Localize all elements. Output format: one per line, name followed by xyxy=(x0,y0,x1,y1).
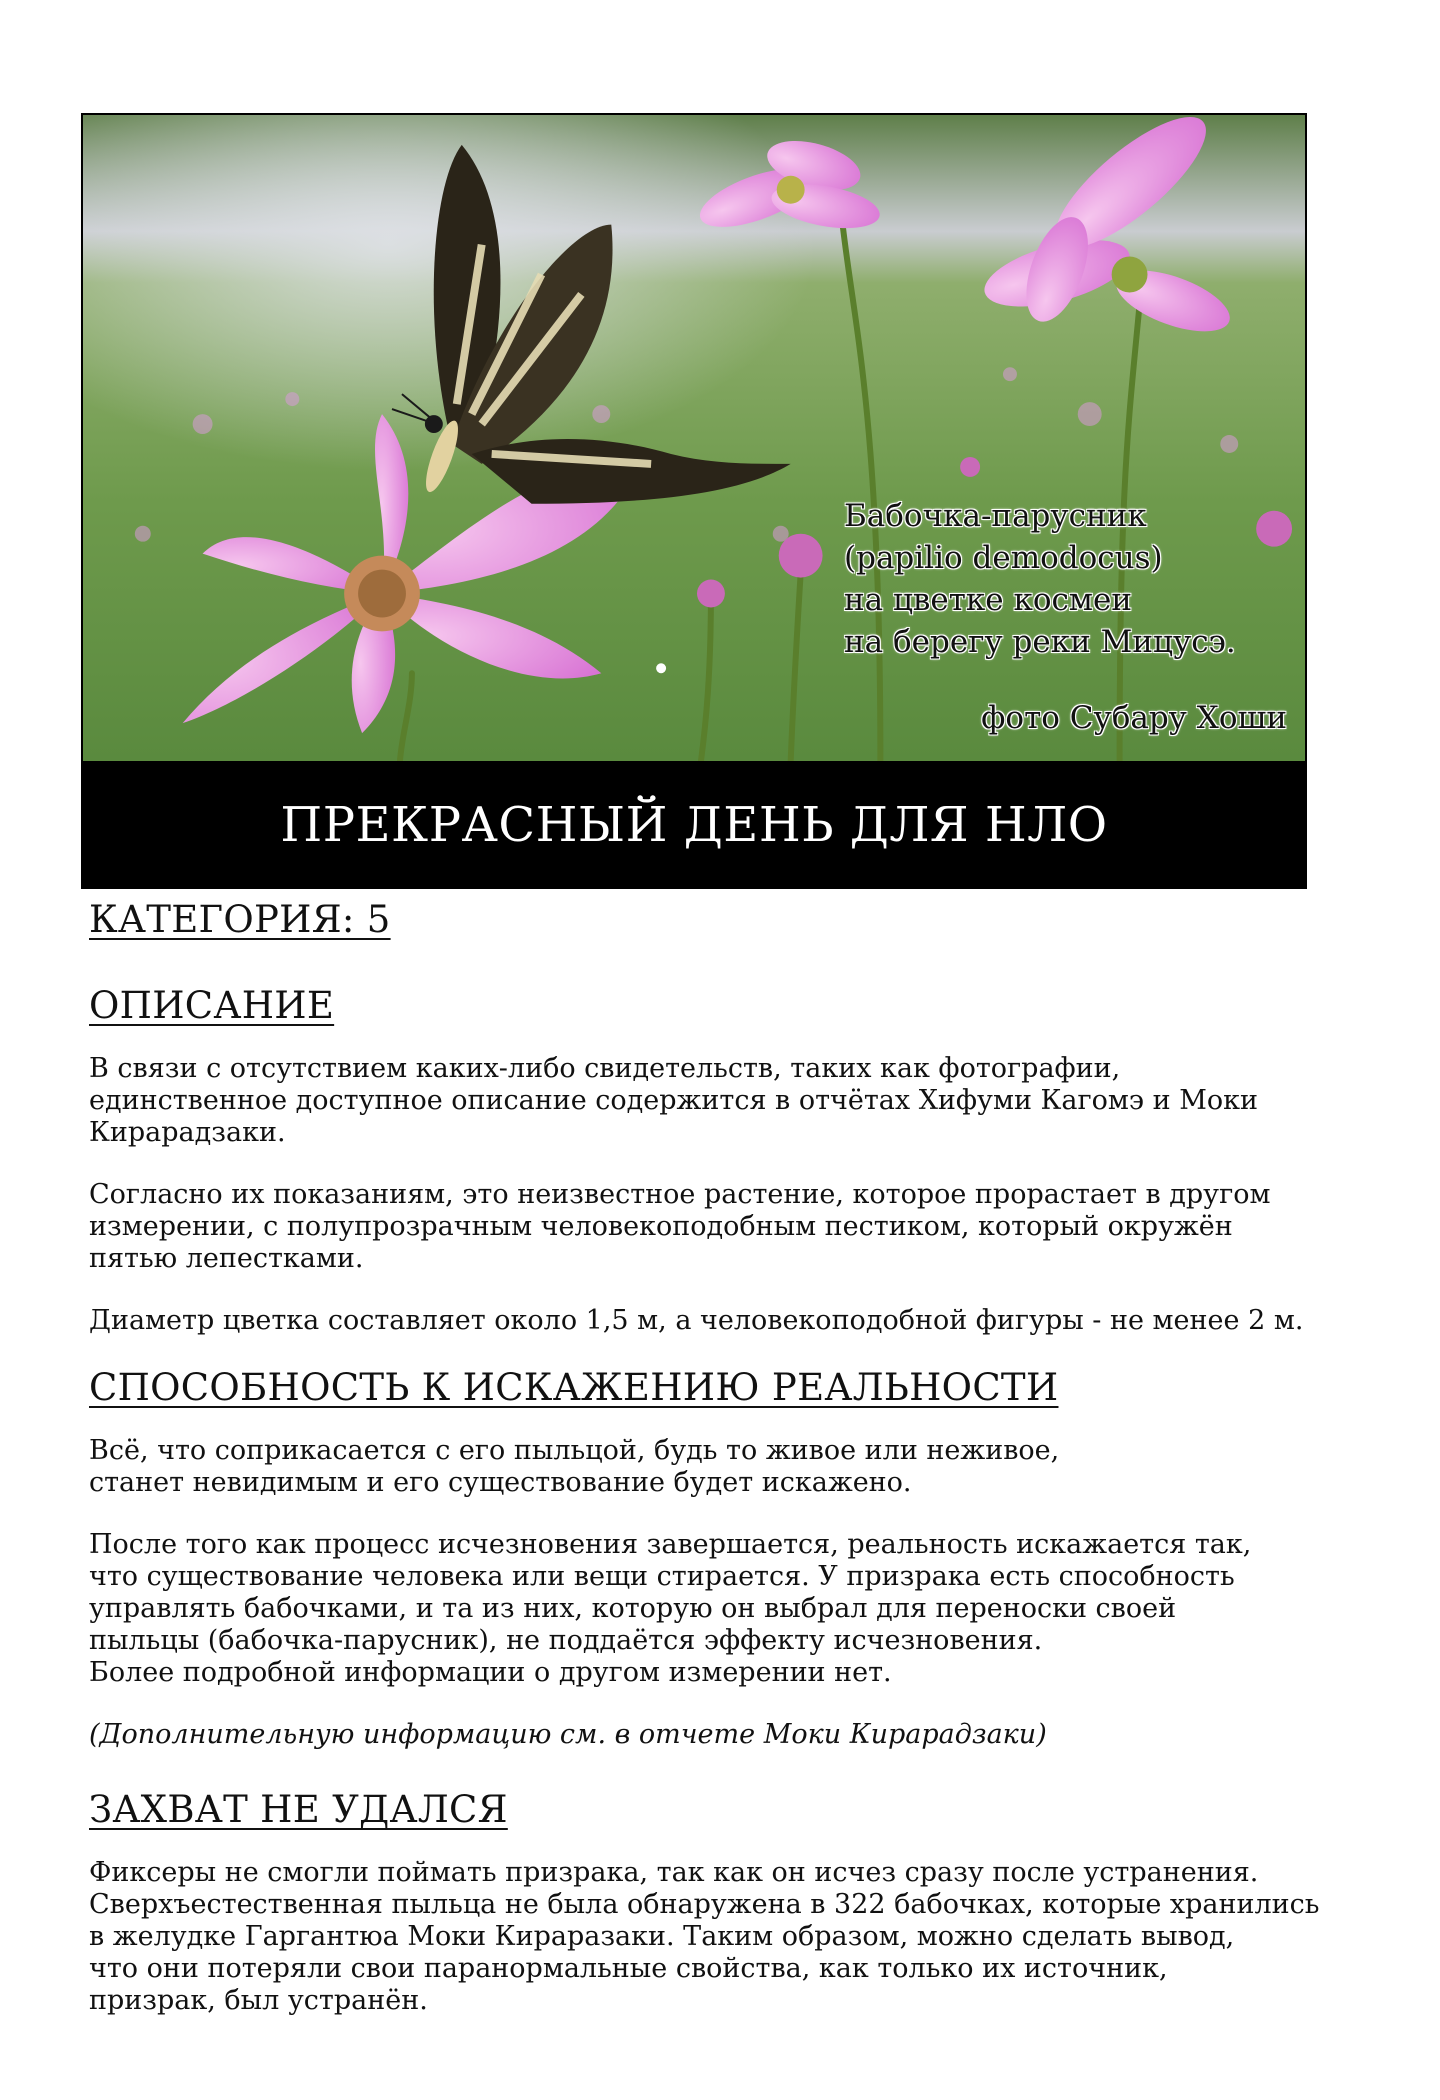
caption-line: (papilio demodocus) xyxy=(844,540,1163,576)
text-line: Более подробной информации о другом измерении нет. xyxy=(89,1657,892,1688)
ability-note: (Дополнительную информацию см. в отчете Моки Кирарадзаки) xyxy=(89,1719,1047,1750)
text-line: Кирарадзаки. xyxy=(89,1117,286,1148)
ability-paragraph xyxy=(89,1529,1329,1689)
photo-credit: фото Субару Хоши xyxy=(981,700,1287,736)
text-line: пятью лепестками. xyxy=(89,1243,364,1274)
header-card xyxy=(81,113,1307,889)
page-title: ПРЕКРАСНЫЙ ДЕНЬ ДЛЯ НЛО xyxy=(81,761,1307,889)
text-line: станет невидимым и его существование будет искажено. xyxy=(89,1467,912,1498)
text-line: что они потеряли свои паранормальные свойства, как только их источник, xyxy=(89,1953,1168,1984)
caption-line: на цветке космеи xyxy=(844,582,1132,618)
photo-caption xyxy=(844,495,1289,663)
caption-line: на берегу реки Мицусэ. xyxy=(844,624,1236,660)
text-line: измерении, с полупрозрачным человекоподобным пестиком, который окружён xyxy=(89,1211,1233,1242)
capture-paragraph xyxy=(89,1857,1329,2017)
caption-line: Бабочка-парусник xyxy=(844,498,1147,534)
text-line: Диаметр цветка составляет около 1,5 м, а человекоподобной фигуры - не менее 2 м. xyxy=(89,1305,1304,1336)
text-line: пыльцы (бабочка-парусник), не поддаётся эффекту исчезновения. xyxy=(89,1625,1043,1656)
text-line: После того как процесс исчезновения завершается, реальность искажается так, xyxy=(89,1529,1252,1560)
description-paragraph xyxy=(89,1179,1329,1275)
text-line: призрак, был устранён. xyxy=(89,1985,428,2016)
document-body xyxy=(89,895,1329,2017)
text-line: управлять бабочками, и та из них, которую он выбрал для переноски своей xyxy=(89,1593,1177,1624)
text-line: Согласно их показаниям, это неизвестное растение, которое прорастает в другом xyxy=(89,1179,1271,1210)
category-heading: КАТЕГОРИЯ: 5 xyxy=(89,898,391,941)
capture-heading: ЗАХВАТ НЕ УДАЛСЯ xyxy=(89,1788,508,1831)
text-line: Сверхъестественная пыльца не была обнаружена в 322 бабочках, которые хранились xyxy=(89,1889,1320,1920)
description-paragraph xyxy=(89,1305,1329,1337)
description-paragraph xyxy=(89,1053,1329,1149)
ability-heading: СПОСОБНОСТЬ К ИСКАЖЕНИЮ РЕАЛЬНОСТИ xyxy=(89,1366,1059,1409)
text-line: единственное доступное описание содержится в отчётах Хифуми Кагомэ и Моки xyxy=(89,1085,1258,1116)
text-line: Всё, что соприкасается с его пыльцой, будь то живое или неживое, xyxy=(89,1435,1060,1466)
text-line: В связи с отсутствием каких-либо свидетельств, таких как фотографии, xyxy=(89,1053,1121,1084)
text-line: в желудке Гаргантюа Моки Кираразаки. Таким образом, можно сделать вывод, xyxy=(89,1921,1235,1952)
text-line: что существование человека или вещи стирается. У призрака есть способность xyxy=(89,1561,1235,1592)
text-line: Фиксеры не смогли поймать призрака, так как он исчез сразу после устранения. xyxy=(89,1857,1259,1888)
butterfly-photo xyxy=(81,113,1307,761)
description-heading: ОПИСАНИЕ xyxy=(89,984,335,1027)
ability-paragraph xyxy=(89,1435,1329,1499)
butterfly-on-cosmos-image xyxy=(83,115,1305,761)
